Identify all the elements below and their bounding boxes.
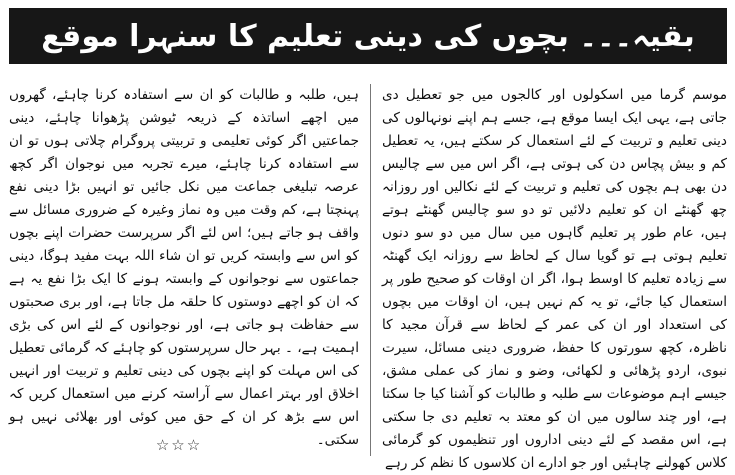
headline: بقیہ۔۔۔ بچوں کی دینی تعلیم کا سنہرا موقع bbox=[41, 18, 695, 54]
headline-banner bbox=[9, 8, 727, 64]
article-column-right bbox=[382, 84, 727, 471]
end-stars: ☆☆☆ bbox=[155, 436, 203, 454]
article-column-left bbox=[9, 84, 359, 454]
article-paragraph-right: موسم گرما میں اسکولوں اور کالجوں میں جو تعطیل دی جاتی ہے، یہی ایک ایسا موقع ہے، جسے ہم اپنے نونہالوں کی دینی تعلیم و تربیت کے لئے استعمال کر سکتے ہیں، یہ تعطیل کم و بیش پچاس دن کی ہوتی ہے، اگر اس میں سے چالیس دن بھی ہم بچوں کی تعلیم و تربیت کے لئے نکالیں اور روزانہ چھ گھنٹے ان کو تعلیم دلائیں تو دو سو چالیس گھنٹے ہوتے ہیں، عام طور پر تعلیم گاہوں میں سال میں دو سو دنوں تعلیم ہوتی ہے تو گویا سال کے لحاظ سے روزانہ ایک گھنٹہ سے زیادہ تعلیم کا اوسط ہوا، اگر ان اوقات کو صحیح طور پر استعمال کیا جائے، تو یہ کم نہیں ہیں، ان اوقات میں بچوں کی استعداد اور ان کی عمر کے لحاظ سے قرآن مجید کا ناظرہ، کچھ سورتوں کا حفظ، ضروری دینی مسائل، سیرت نبوی، اردو پڑھائی و لکھائی، وضو و نماز کی عملی مشق، جیسے اہم موضوعات سے طلبہ و طالبات کو آشنا کیا جا سکتا ہے، اور چند سالوں میں ان کو معتد بہ تعلیم دی جا سکتی ہے، اس مقصد کے لئے دینی اداروں اور تنظیموں کو گرمائی کلاس کھولنے چاہئیں اور جو ادارے ان کلاسوں کا نظم کر رہے bbox=[382, 87, 727, 471]
column-divider bbox=[370, 84, 371, 456]
article-paragraph-left: ہیں، طلبہ و طالبات کو ان سے استفادہ کرنا چاہئے، گھروں میں اچھے اساتذہ کے ذریعہ ٹیوشن پڑھوانا چاہئے، دینی جماعتیں اگر کوئی تعلیمی و تربیتی پروگرام چلاتی ہوں تو ان سے استفادہ کرنا چاہئے، میرے تجربہ میں نوجوان اگر کچھ عرصہ تبلیغی جماعت میں نکل جائیں تو انہیں بڑا دینی نفع پہنچتا ہے، کم وقت میں وہ نماز وغیرہ کے ضروری مسائل سے واقف ہو جاتے ہیں؛ اس لئے اگر سرپرست حضرات اپنے بچوں کو اس سے وابستہ کریں تو ان شاء اللہ بہت مفید ہوگا، دینی جماعتوں سے نوجوانوں کے وابستہ ہونے کا ایک بڑا نفع یہ ہے کہ ان کو اچھے دوستوں کا حلقہ مل جاتا ہے، اور بری صحبتوں سے حفاظت ہو جاتی ہے، اور نوجوانوں کے لئے اس کی بڑی اہمیت ہے، ۔ بہر حال سرپرستوں کو چاہئے کہ گرمائی تعطیل کی اس مہلت کو اپنے بچوں کی دینی تعلیم و تربیت اور انہیں اخلاق اور بہتر اعمال سے آراستہ کرنے میں استعمال کریں کہ اس سے بڑھ کر ان کے حق میں کوئی اور بھلائی نہیں ہو سکتی۔ bbox=[9, 87, 359, 448]
